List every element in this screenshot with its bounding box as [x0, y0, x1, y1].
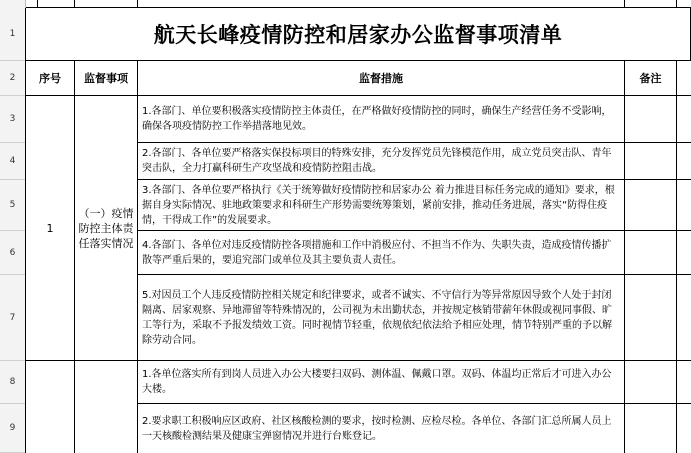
empty-column-cell[interactable] — [677, 143, 691, 180]
top-row-strip — [25, 0, 691, 8]
measure-cell[interactable]: 1.各单位落实所有到岗人员进入办公大楼要扫双码、测体温、佩戴口罩。双码、体温均正常后才可进入办公大楼。 — [138, 361, 625, 404]
row-header-7[interactable]: 7 — [0, 275, 25, 361]
remark-cell[interactable] — [625, 361, 677, 404]
group2-item[interactable] — [75, 361, 138, 453]
measure-cell[interactable]: 3.各部门、各单位要严格执行《关于统筹做好疫情防控和居家办公 着力推进目标任务完成的通知》要求，根据自身实际情况、驻地政策要求和科研生产形势需要统筹策划，紧前安排，推动任务进展，落实“防得住疫情，干得成工作”的发展要求。 — [138, 180, 625, 231]
header-item[interactable]: 监督事项 — [75, 61, 138, 96]
empty-column-cell[interactable] — [677, 404, 691, 453]
table-title[interactable]: 航天长峰疫情防控和居家办公监督事项清单 — [25, 8, 691, 61]
remark-cell[interactable] — [625, 180, 677, 231]
remark-cell[interactable] — [625, 275, 677, 361]
row-header-1[interactable]: 1 — [0, 8, 25, 61]
measure-cell[interactable]: 1.各部门、单位要积极落实疫情防控主体责任，在严格做好疫情防控的同时，确保生产经营任务不受影响，确保各项疫情防控工作举措落地见效。 — [138, 96, 625, 143]
empty-column-cell[interactable] — [677, 231, 691, 275]
empty-column-cell[interactable] — [677, 361, 691, 404]
row-header-8[interactable]: 8 — [0, 361, 25, 404]
header-measures[interactable]: 监督措施 — [138, 61, 625, 96]
remark-cell[interactable] — [625, 143, 677, 180]
row-header-9[interactable]: 9 — [0, 404, 25, 453]
row-header-2[interactable]: 2 — [0, 61, 25, 96]
header-remark[interactable]: 备注 — [625, 61, 677, 96]
empty-column-cell[interactable] — [677, 96, 691, 143]
row-header-4[interactable]: 4 — [0, 143, 25, 180]
measure-cell[interactable]: 2.各部门、各单位要严格落实保投标项目的特殊安排，充分发挥党员先锋模范作用，成立党员突击队、青年突击队，全力打赢科研生产攻坚战和疫情防控阻击战。 — [138, 143, 625, 180]
measure-cell[interactable]: 4.各部门、各单位对违反疫情防控各项措施和工作中消极应付、不担当不作为、失职失责，造成疫情传播扩散等严重后果的，要追究部门或单位及其主要负责人责任。 — [138, 231, 625, 275]
remark-cell[interactable] — [625, 404, 677, 453]
row-header-3[interactable]: 3 — [0, 96, 25, 143]
row-header-5[interactable]: 5 — [0, 180, 25, 231]
group2-seq[interactable] — [25, 361, 75, 453]
group-item[interactable]: （一）疫情防控主体责任落实情况 — [75, 96, 138, 361]
empty-column-cell[interactable] — [677, 61, 691, 96]
measure-cell[interactable]: 5.对因员工个人违反疫情防控相关规定和纪律要求，或者不诚实、不守信行为等异常原因导致个人处于封闭隔离、居家观察、异地滞留等特殊情况的，公司视为未出勤状态，并按规定核销带薪年休假或视同事假、旷工等行为，采取不予报发绩效工资。同时视情节轻重，依规依纪依法给予相应处理，情节特别严重的予以解除劳动合同。 — [138, 275, 625, 361]
measure-cell[interactable]: 2.要求职工积极响应区政府、社区核酸检测的要求，按时检测、应检尽检。各单位、各部门汇总所属人员上一天核酸检测结果及健康宝弹窗情况并进行台账登记。 — [138, 404, 625, 453]
row-header-6[interactable]: 6 — [0, 231, 25, 275]
empty-column-cell[interactable] — [677, 275, 691, 361]
empty-column-cell[interactable] — [677, 180, 691, 231]
header-seq[interactable]: 序号 — [25, 61, 75, 96]
row-header-column — [0, 0, 26, 453]
group-seq[interactable]: 1 — [25, 96, 75, 361]
remark-cell[interactable] — [625, 231, 677, 275]
remark-cell[interactable] — [625, 96, 677, 143]
